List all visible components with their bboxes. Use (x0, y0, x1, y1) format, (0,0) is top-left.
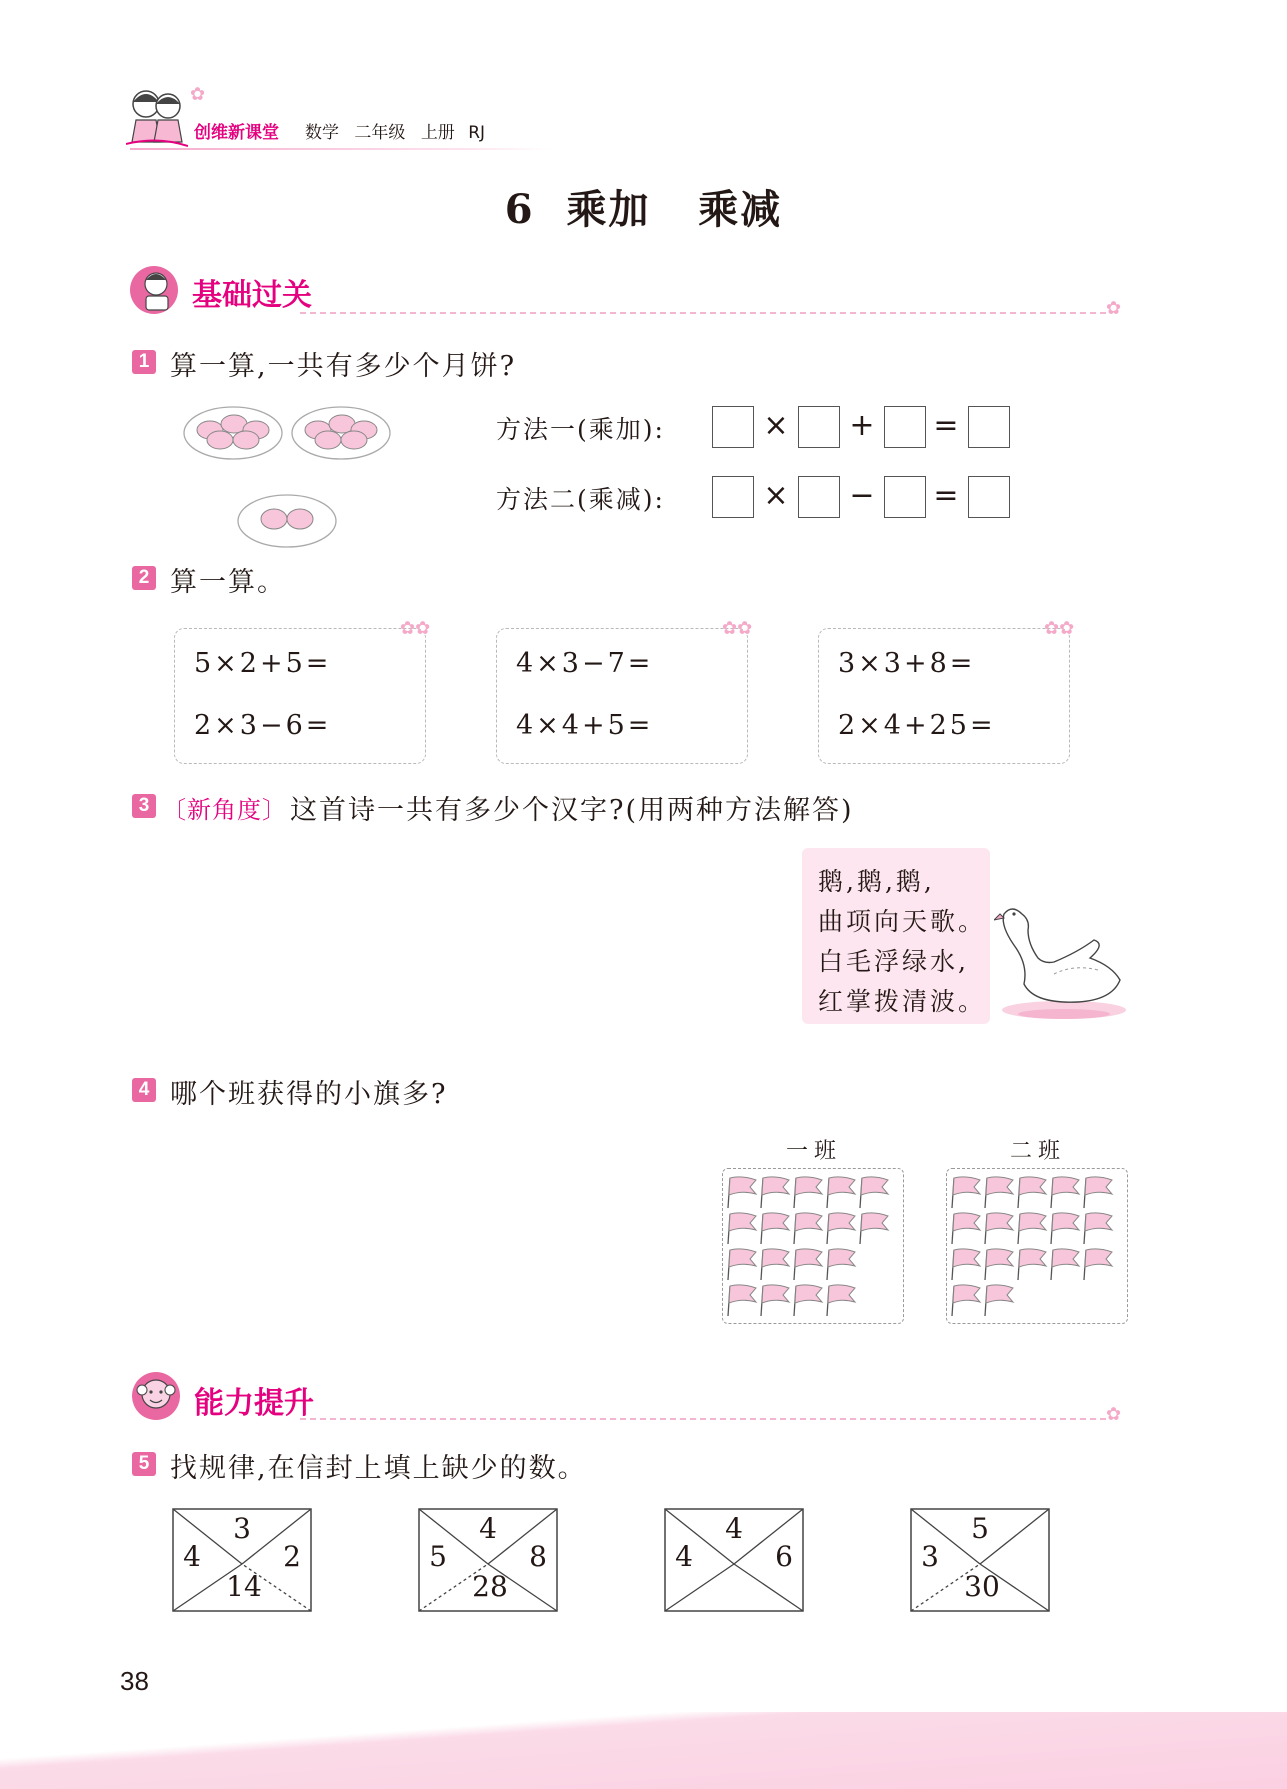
answer-box[interactable] (968, 476, 1010, 518)
envelope-bottom-number: 30 (964, 1570, 1000, 1603)
flower-decoration: ✿✿ (400, 618, 431, 639)
flags-layer (722, 1168, 1130, 1324)
envelope (172, 1508, 312, 1612)
class2-label: 二班 (1010, 1139, 1067, 1164)
flower-decoration: ✿✿ (722, 618, 753, 639)
flag-icon (761, 1285, 789, 1316)
mooncake-plate-icon (182, 404, 284, 462)
flag-icon (827, 1249, 855, 1280)
book-info (305, 118, 485, 143)
flag-icon (1084, 1177, 1112, 1208)
flower-decoration: ✿ (1106, 1404, 1122, 1425)
equals-sign: = (933, 478, 959, 513)
poem-line: 鹅,鹅,鹅, (818, 867, 935, 896)
flag-icon (860, 1213, 888, 1244)
section-heading-advanced: 能力提升 (194, 1386, 314, 1421)
flag-icon (985, 1213, 1013, 1244)
new-angle-tag: 〔新角度〕 (162, 796, 287, 824)
envelope-bottom-number: 28 (472, 1570, 508, 1603)
flag-icon (1084, 1249, 1112, 1280)
method1-label: 方法一(乘加): (496, 415, 665, 444)
flag-icon (985, 1285, 1013, 1316)
flag-icon (728, 1249, 756, 1280)
page-number: 38 (120, 1666, 149, 1696)
answer-box[interactable] (798, 406, 840, 448)
flag-icon (952, 1285, 980, 1316)
flower-decoration: ✿✿ (1044, 618, 1075, 639)
method2-label: 方法二(乘减): (496, 485, 665, 514)
question-text: 算一算,一共有多少个月饼? (170, 351, 517, 382)
poem-line: 白毛浮绿水, (818, 947, 969, 976)
calc-expression: 2×4+25= (838, 710, 996, 741)
flower-decoration: ✿ (190, 84, 206, 105)
flag-icon (1051, 1249, 1079, 1280)
flower-decoration: ✿ (1106, 298, 1122, 319)
flag-icon (985, 1177, 1013, 1208)
calc-expression: 2×3−6= (194, 710, 332, 741)
flag-icon (1051, 1213, 1079, 1244)
section-rule (300, 1418, 1106, 1420)
poem-line: 曲项向天歌。 (818, 907, 987, 936)
flag-icon (1018, 1249, 1046, 1280)
brand-name: 创维新课堂 (194, 123, 279, 143)
flag-icon (860, 1177, 888, 1208)
envelope-top-number: 4 (479, 1512, 497, 1545)
mascot-kids-icon (126, 86, 188, 152)
question-number-badge: 3 (132, 794, 156, 818)
flag-icon (827, 1285, 855, 1316)
plus-sign: + (849, 408, 875, 443)
answer-box[interactable] (712, 476, 754, 518)
mooncake-plate-icon (236, 492, 338, 550)
calc-expression: 4×3−7= (516, 648, 654, 679)
question-text: 找规律,在信封上填上缺少的数。 (170, 1453, 587, 1484)
flag-icon (952, 1177, 980, 1208)
flag-icon (794, 1177, 822, 1208)
envelope (664, 1508, 804, 1612)
flag-icon (728, 1213, 756, 1244)
mascot-girl-icon (128, 264, 184, 316)
flag-icon (794, 1249, 822, 1280)
envelope-right-number: 8 (529, 1540, 547, 1573)
multiply-sign: × (763, 478, 789, 513)
flag-icon (728, 1285, 756, 1316)
edition-label: RJ (468, 123, 486, 143)
question-number-badge: 4 (132, 1078, 156, 1102)
header-rule (130, 148, 550, 150)
multiply-sign: × (763, 408, 789, 443)
envelope-right-number: 2 (283, 1540, 301, 1573)
flag-icon (827, 1213, 855, 1244)
page-title: 6 乘加 乘减 (504, 186, 783, 233)
flag-icon (827, 1177, 855, 1208)
envelope-top-number: 5 (971, 1512, 989, 1545)
flag-icon (794, 1285, 822, 1316)
answer-box[interactable] (884, 476, 926, 518)
flag-icon (1018, 1177, 1046, 1208)
grade-label: 二年级 (354, 123, 406, 143)
flag-icon (1018, 1213, 1046, 1244)
envelope-left-number: 5 (429, 1540, 447, 1573)
footer-band (0, 1712, 1287, 1789)
envelope-top-number: 3 (233, 1512, 251, 1545)
question-number-badge: 1 (132, 350, 156, 374)
swan-icon (994, 900, 1130, 1026)
flag-icon (952, 1249, 980, 1280)
envelope-bottom-number: 14 (226, 1570, 262, 1603)
subject-label: 数学 (305, 123, 339, 143)
envelope-top-number: 4 (725, 1512, 743, 1545)
question-text: 哪个班获得的小旗多? (170, 1079, 448, 1110)
flag-icon (952, 1213, 980, 1244)
question-number-badge: 5 (132, 1452, 156, 1476)
flag-icon (728, 1177, 756, 1208)
flag-icon (1051, 1177, 1079, 1208)
envelope-left-number: 3 (921, 1540, 939, 1573)
flag-icon (761, 1177, 789, 1208)
poem-line: 红掌拨清波。 (818, 987, 987, 1016)
flag-icon (761, 1213, 789, 1244)
class1-label: 一班 (786, 1139, 843, 1164)
envelope-left-number: 4 (675, 1540, 693, 1573)
section-heading-basic: 基础过关 (192, 278, 312, 313)
envelope-right-number: 6 (775, 1540, 793, 1573)
calc-expression: 5×2+5= (194, 648, 332, 679)
answer-box[interactable] (884, 406, 926, 448)
flag-icon (985, 1249, 1013, 1280)
flag-icon (1084, 1213, 1112, 1244)
mascot-monkey-icon (130, 1370, 186, 1422)
envelope (418, 1508, 558, 1612)
calc-expression: 3×3+8= (838, 648, 976, 679)
answer-box[interactable] (968, 406, 1010, 448)
envelope (910, 1508, 1050, 1612)
envelope-left-number: 4 (183, 1540, 201, 1573)
flag-icon (761, 1249, 789, 1280)
flag-icon (794, 1213, 822, 1244)
answer-box[interactable] (798, 476, 840, 518)
question-text: 算一算。 (170, 567, 286, 598)
question-number-badge: 2 (132, 566, 156, 590)
section-rule (300, 312, 1106, 314)
question-text: 这首诗一共有多少个汉字?(用两种方法解答) (290, 795, 854, 826)
volume-label: 上册 (420, 123, 455, 143)
mooncake-plate-icon (290, 404, 392, 462)
minus-sign: − (849, 478, 875, 513)
equals-sign: = (933, 408, 959, 443)
answer-box[interactable] (712, 406, 754, 448)
calc-expression: 4×4+5= (516, 710, 654, 741)
